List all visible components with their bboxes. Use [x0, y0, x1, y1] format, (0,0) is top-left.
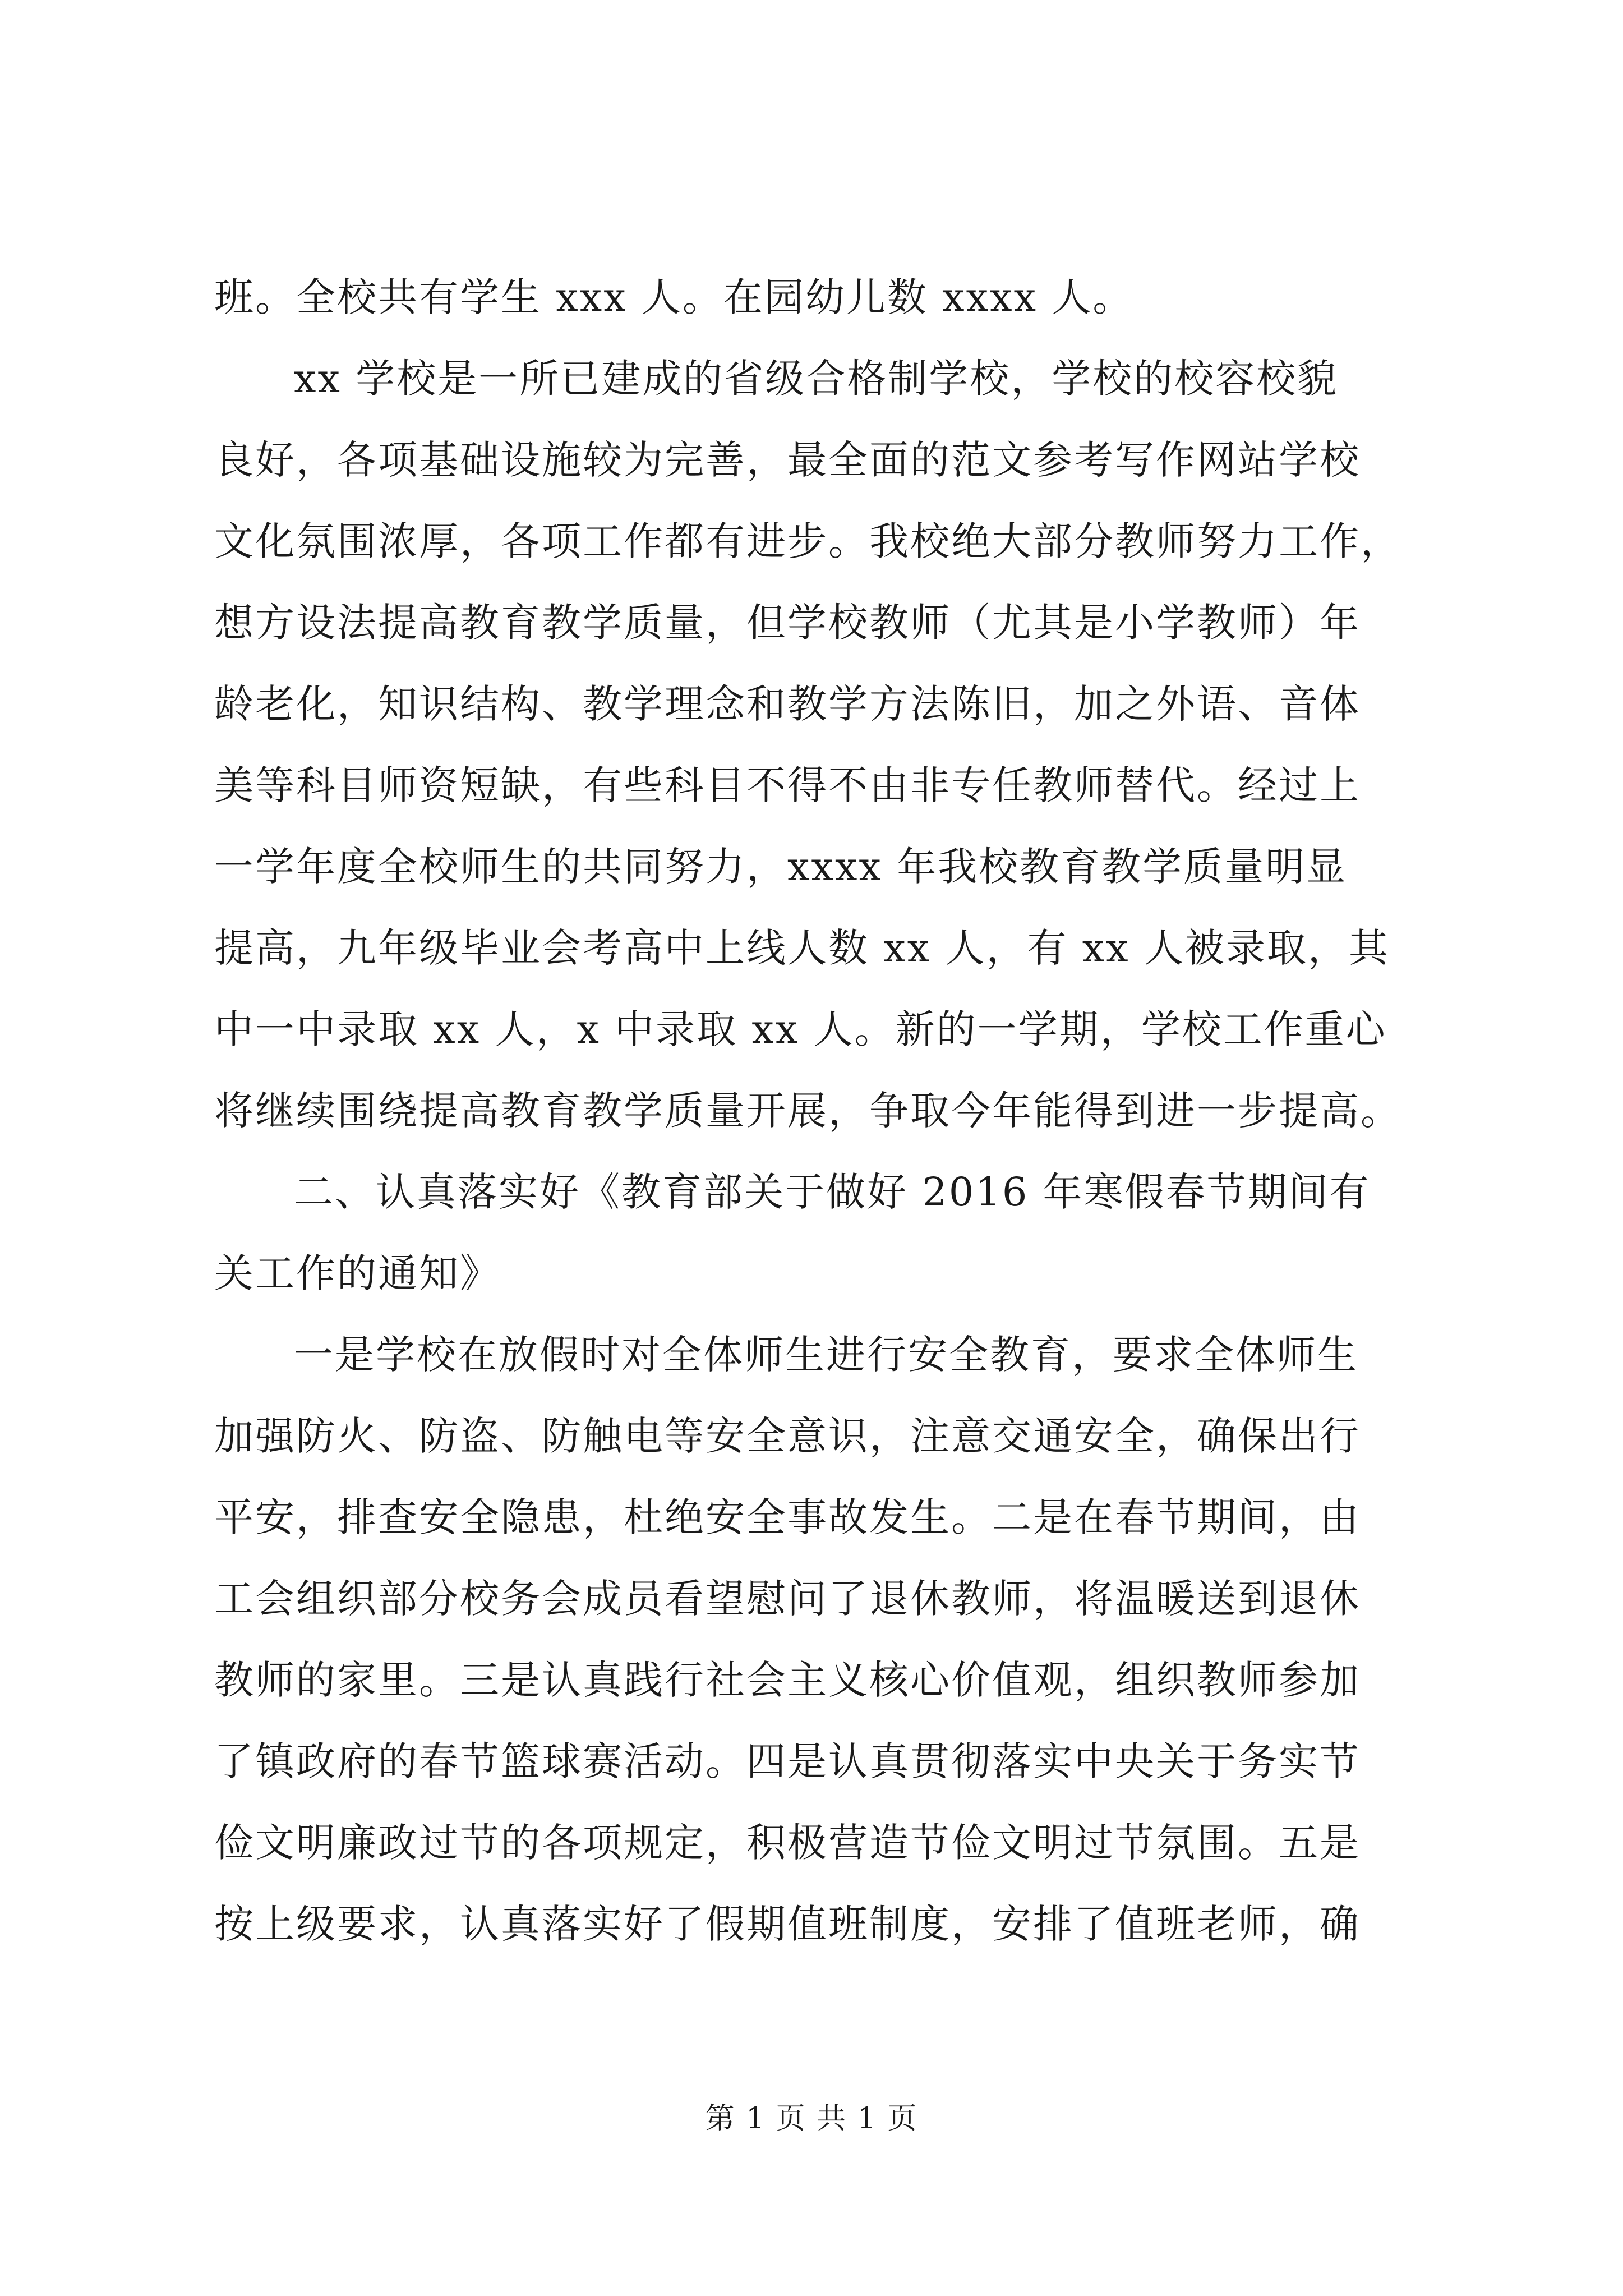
text-line: 提高，九年级毕业会考高中上线人数 xx 人，有 xx 人被录取，其 — [214, 925, 1390, 971]
page-number-footer: 第 1 页 共 1 页 — [705, 2102, 918, 2136]
text-line: 美等科目师资短缺，有些科目不得不由非专任教师替代。经过上 — [214, 762, 1361, 808]
text-line: 加强防火、防盗、防触电等安全意识，注意交通安全，确保出行 — [214, 1413, 1361, 1459]
body-text — [214, 257, 1420, 1965]
text-line: 想方设法提高教育教学质量，但学校教师（尤其是小学教师）年 — [214, 600, 1361, 646]
text-line: 班。全校共有学生 xxx 人。在园幼儿数 xxxx 人。 — [214, 274, 1134, 320]
section-heading: 二、认真落实好《教育部关于做好 2016 年寒假春节期间有 — [294, 1169, 1371, 1215]
text-line: 工会组织部分校务会成员看望慰问了退休教师，将温暖送到退休 — [214, 1576, 1361, 1622]
text-line: 良好，各项基础设施较为完善，最全面的范文参考写作网站学校 — [214, 437, 1361, 483]
text-line: 将继续围绕提高教育教学质量开展，争取今年能得到进一步提高。 — [214, 1088, 1401, 1134]
text-line: 平安，排查安全隐患，杜绝安全事故发生。二是在春节期间，由 — [214, 1494, 1361, 1540]
text-line: 了镇政府的春节篮球赛活动。四是认真贯彻落实中央关于务实节 — [214, 1738, 1361, 1784]
text-line: 按上级要求，认真落实好了假期值班制度，安排了值班老师，确 — [214, 1901, 1361, 1947]
section-heading-continued: 关工作的通知》 — [214, 1250, 501, 1296]
text-line: 文化氛围浓厚，各项工作都有进步。我校绝大部分教师努力工作， — [214, 518, 1401, 564]
text-line: 一学年度全校师生的共同努力，xxxx 年我校教育教学质量明显 — [214, 844, 1348, 890]
paragraph-first-line: xx 学校是一所已建成的省级合格制学校，学校的校容校貌 — [294, 356, 1339, 402]
text-line: 龄老化，知识结构、教学理念和教学方法陈旧，加之外语、音体 — [214, 681, 1361, 727]
paragraph-first-line: 一是学校在放假时对全体师生进行安全教育，要求全体师生 — [294, 1332, 1358, 1378]
text-line: 俭文明廉政过节的各项规定，积极营造节俭文明过节氛围。五是 — [214, 1820, 1361, 1866]
text-line: 教师的家里。三是认真践行社会主义核心价值观，组织教师参加 — [214, 1657, 1361, 1703]
text-line: 中一中录取 xx 人，x 中录取 xx 人。新的一学期，学校工作重心 — [214, 1006, 1387, 1052]
